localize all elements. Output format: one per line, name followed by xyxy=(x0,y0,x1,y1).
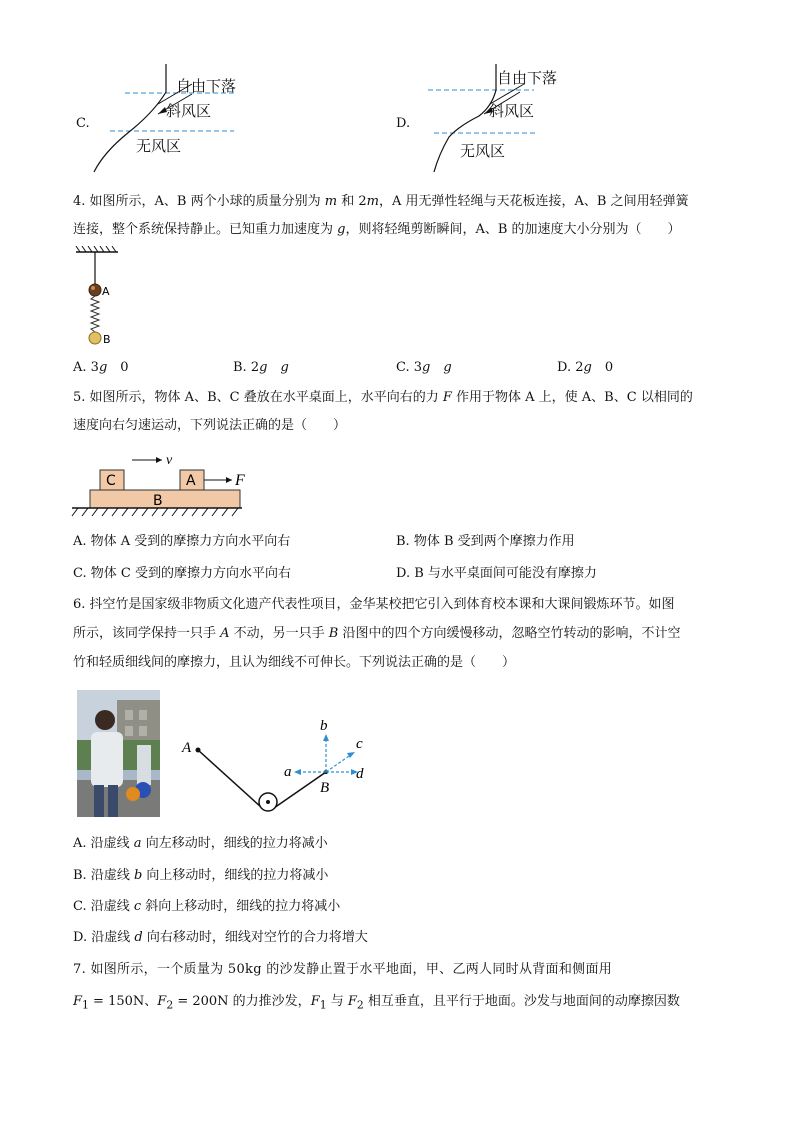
q6-option-a[interactable]: A. 沿虚线 a 向左移动时，细线的拉力将减小 xyxy=(73,836,328,851)
block-c-label: C xyxy=(106,473,116,489)
diabolo-diagram xyxy=(176,710,376,825)
q4-line2: 连接，整个系统保持静止。已知重力加速度为 g，则将轻绳剪断瞬间，A、B 的加速度大小分别为（ ） xyxy=(73,222,681,237)
blocks-figure xyxy=(70,450,260,522)
q4-option-d[interactable]: D. 2g 0 xyxy=(557,360,614,375)
oblique-wind-label-c: 斜风区 xyxy=(166,102,212,120)
free-fall-label-d: 自由下落 xyxy=(497,69,558,87)
hand-b-label: B xyxy=(320,780,330,796)
spring-balls-figure xyxy=(70,246,150,346)
velocity-label: v xyxy=(166,453,173,468)
q5-option-a[interactable]: A. 物体 A 受到的摩擦力方向水平向右 xyxy=(73,534,291,549)
option-d-label: D. xyxy=(396,116,411,131)
q6-line3: 竹和轻质细线间的摩擦力，且认为细线不可伸长。下列说法正确的是（ ） xyxy=(73,655,516,670)
q6-line1: 6. 抖空竹是国家级非物质文化遗产代表性项目，金华某校把它引入到体育校本课和大课间锻炼环节。如图 xyxy=(73,597,675,612)
q5-option-c[interactable]: C. 物体 C 受到的摩擦力方向水平向右 xyxy=(73,566,291,581)
q5-line1: 5. 如图所示，物体 A、B、C 叠放在水平桌面上，水平向右的力 F 作用于物体 A 上，使 A、B、C 以相同的 xyxy=(73,390,693,405)
q5-line2: 速度向右匀速运动，下列说法正确的是（ ） xyxy=(73,418,347,433)
q4-option-b[interactable]: B. 2g g xyxy=(233,360,289,375)
direction-c-label: c xyxy=(356,736,363,752)
q4-option-c[interactable]: C. 3g g xyxy=(396,360,452,375)
diabolo-photo xyxy=(77,690,160,817)
block-b-label: B xyxy=(153,493,163,509)
q7-line1: 7. 如图所示，一个质量为 50kg 的沙发静止置于水平地面，甲、乙两人同时从背面和侧面用 xyxy=(73,962,613,977)
free-fall-label-c: 自由下落 xyxy=(176,77,237,95)
direction-a-label: a xyxy=(284,764,292,780)
option-c-label: C. xyxy=(76,116,90,131)
oblique-wind-label-d: 斜风区 xyxy=(489,102,535,120)
q7-line2: $F_1 = 150N$、$F_2 = 200N$ 的力推沙发，$F_1$ 与 $F_2$ 相互垂直，且平行于地面。沙发与地面间的动摩擦因数 xyxy=(73,994,680,1012)
no-wind-label-d: 无风区 xyxy=(460,142,506,160)
q6-line2: 所示，该同学保持一只手 A 不动，另一只手 B 沿图中的四个方向缓慢移动，忽略空竹转动的影响，不计空 xyxy=(73,626,681,641)
hand-a-label: A xyxy=(182,740,192,756)
direction-b-label: b xyxy=(320,718,328,734)
force-label: F xyxy=(235,472,245,489)
q4-option-a[interactable]: A. 3g 0 xyxy=(73,360,129,375)
block-a-label: A xyxy=(186,473,196,489)
q6-option-b[interactable]: B. 沿虚线 b 向上移动时，细线的拉力将减小 xyxy=(73,868,329,883)
q5-option-d[interactable]: D. B 与水平桌面间可能没有摩擦力 xyxy=(396,566,597,581)
q6-option-c[interactable]: C. 沿虚线 c 斜向上移动时，细线的拉力将减小 xyxy=(73,899,341,914)
q6-option-d[interactable]: D. 沿虚线 d 向右移动时，细线对空竹的合力将增大 xyxy=(73,930,368,945)
q4-line1: 4. 如图所示，A、B 两个小球的质量分别为 m 和 2m，A 用无弹性轻绳与天花板连接，A、B 之间用轻弹簧 xyxy=(73,194,689,209)
ball-a-label: A xyxy=(102,285,110,298)
ball-b-label: B xyxy=(103,333,111,346)
direction-d-label: d xyxy=(356,766,364,782)
no-wind-label-c: 无风区 xyxy=(136,137,182,155)
q5-option-b[interactable]: B. 物体 B 受到两个摩擦力作用 xyxy=(396,534,575,549)
